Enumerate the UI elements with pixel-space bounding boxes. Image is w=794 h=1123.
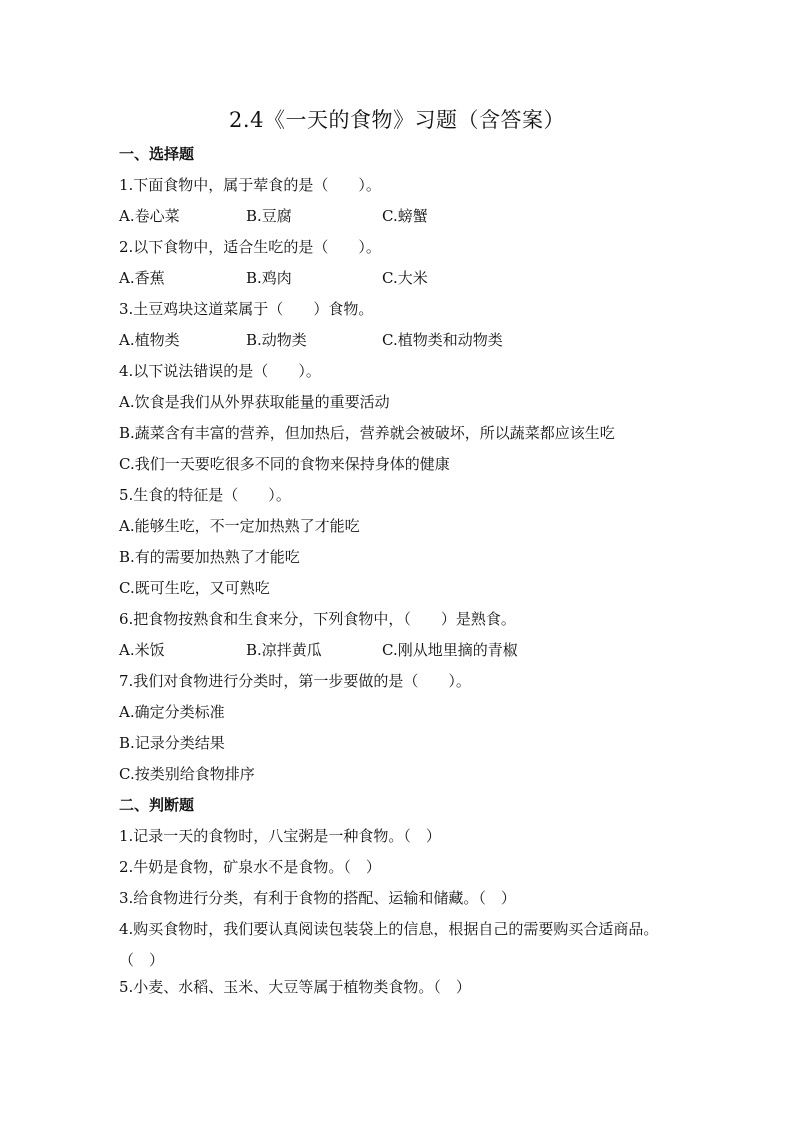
option-c: C.按类别给食物排序 xyxy=(119,765,255,783)
option-b: B.蔬菜含有丰富的营养，但加热后，营养就会被破坏，所以蔬菜都应该生吃 xyxy=(119,424,615,442)
option-c: C.植物类和动物类 xyxy=(382,331,503,349)
option-b: B.凉拌黄瓜 xyxy=(246,641,322,659)
section-heading-true-false: 二、判断题 xyxy=(119,796,195,814)
question-stem: 1.下面食物中，属于荤食的是（ ）。 xyxy=(119,176,381,194)
section-heading-choice: 一、选择题 xyxy=(119,145,195,163)
option-a: A.米饭 xyxy=(119,641,165,659)
judgment-item: 2.牛奶是食物，矿泉水不是食物。（ ） xyxy=(119,858,381,876)
option-c: C.既可生吃，又可熟吃 xyxy=(119,579,270,597)
question-stem: 2.以下食物中，适合生吃的是（ ）。 xyxy=(119,238,381,256)
question-options xyxy=(119,329,679,360)
question-options xyxy=(119,205,679,236)
option-a: A.植物类 xyxy=(119,331,180,349)
question-stem: 5.生食的特征是（ ）。 xyxy=(119,486,291,504)
option-c: C.刚从地里摘的青椒 xyxy=(382,641,518,659)
option-b: B.鸡肉 xyxy=(246,269,292,287)
option-c: C.大米 xyxy=(382,269,428,287)
judgment-item: 3.给食物进行分类，有利于食物的搭配、运输和储藏。（ ） xyxy=(119,889,516,907)
question-stem: 4.以下说法错误的是（ ）。 xyxy=(119,362,321,380)
option-a: A.确定分类标准 xyxy=(119,703,225,721)
option-b: B.有的需要加热熟了才能吃 xyxy=(119,548,300,566)
question-options xyxy=(119,267,679,298)
option-b: B.记录分类结果 xyxy=(119,734,225,752)
option-b: B.豆腐 xyxy=(246,207,292,225)
judgment-item: 4.购买食物时，我们要认真阅读包装袋上的信息，根据自己的需要购买合适商品。（ ） xyxy=(119,920,659,969)
question-stem: 3.土豆鸡块这道菜属于（ ）食物。 xyxy=(119,300,374,318)
option-a: A.能够生吃，不一定加热熟了才能吃 xyxy=(119,517,360,535)
question-stem: 7.我们对食物进行分类时，第一步要做的是（ ）。 xyxy=(119,672,471,690)
document-title: 2.4《一天的食物》习题（含答案） xyxy=(229,108,565,132)
document-content xyxy=(119,143,679,1007)
option-a: A.饮食是我们从外界获取能量的重要活动 xyxy=(119,393,390,411)
judgment-item: 1.记录一天的食物时，八宝粥是一种食物。（ ） xyxy=(119,827,441,845)
judgment-item: 5.小麦、水稻、玉米、大豆等属于植物类食物。（ ） xyxy=(119,978,471,996)
question-options xyxy=(119,639,679,670)
option-a: A.卷心菜 xyxy=(119,207,180,225)
option-c: C.我们一天要吃很多不同的食物来保持身体的健康 xyxy=(119,455,450,473)
option-b: B.动物类 xyxy=(246,331,307,349)
option-c: C.螃蟹 xyxy=(382,207,428,225)
question-stem: 6.把食物按熟食和生食来分，下列食物中，（ ）是熟食。 xyxy=(119,610,516,628)
option-a: A.香蕉 xyxy=(119,269,165,287)
